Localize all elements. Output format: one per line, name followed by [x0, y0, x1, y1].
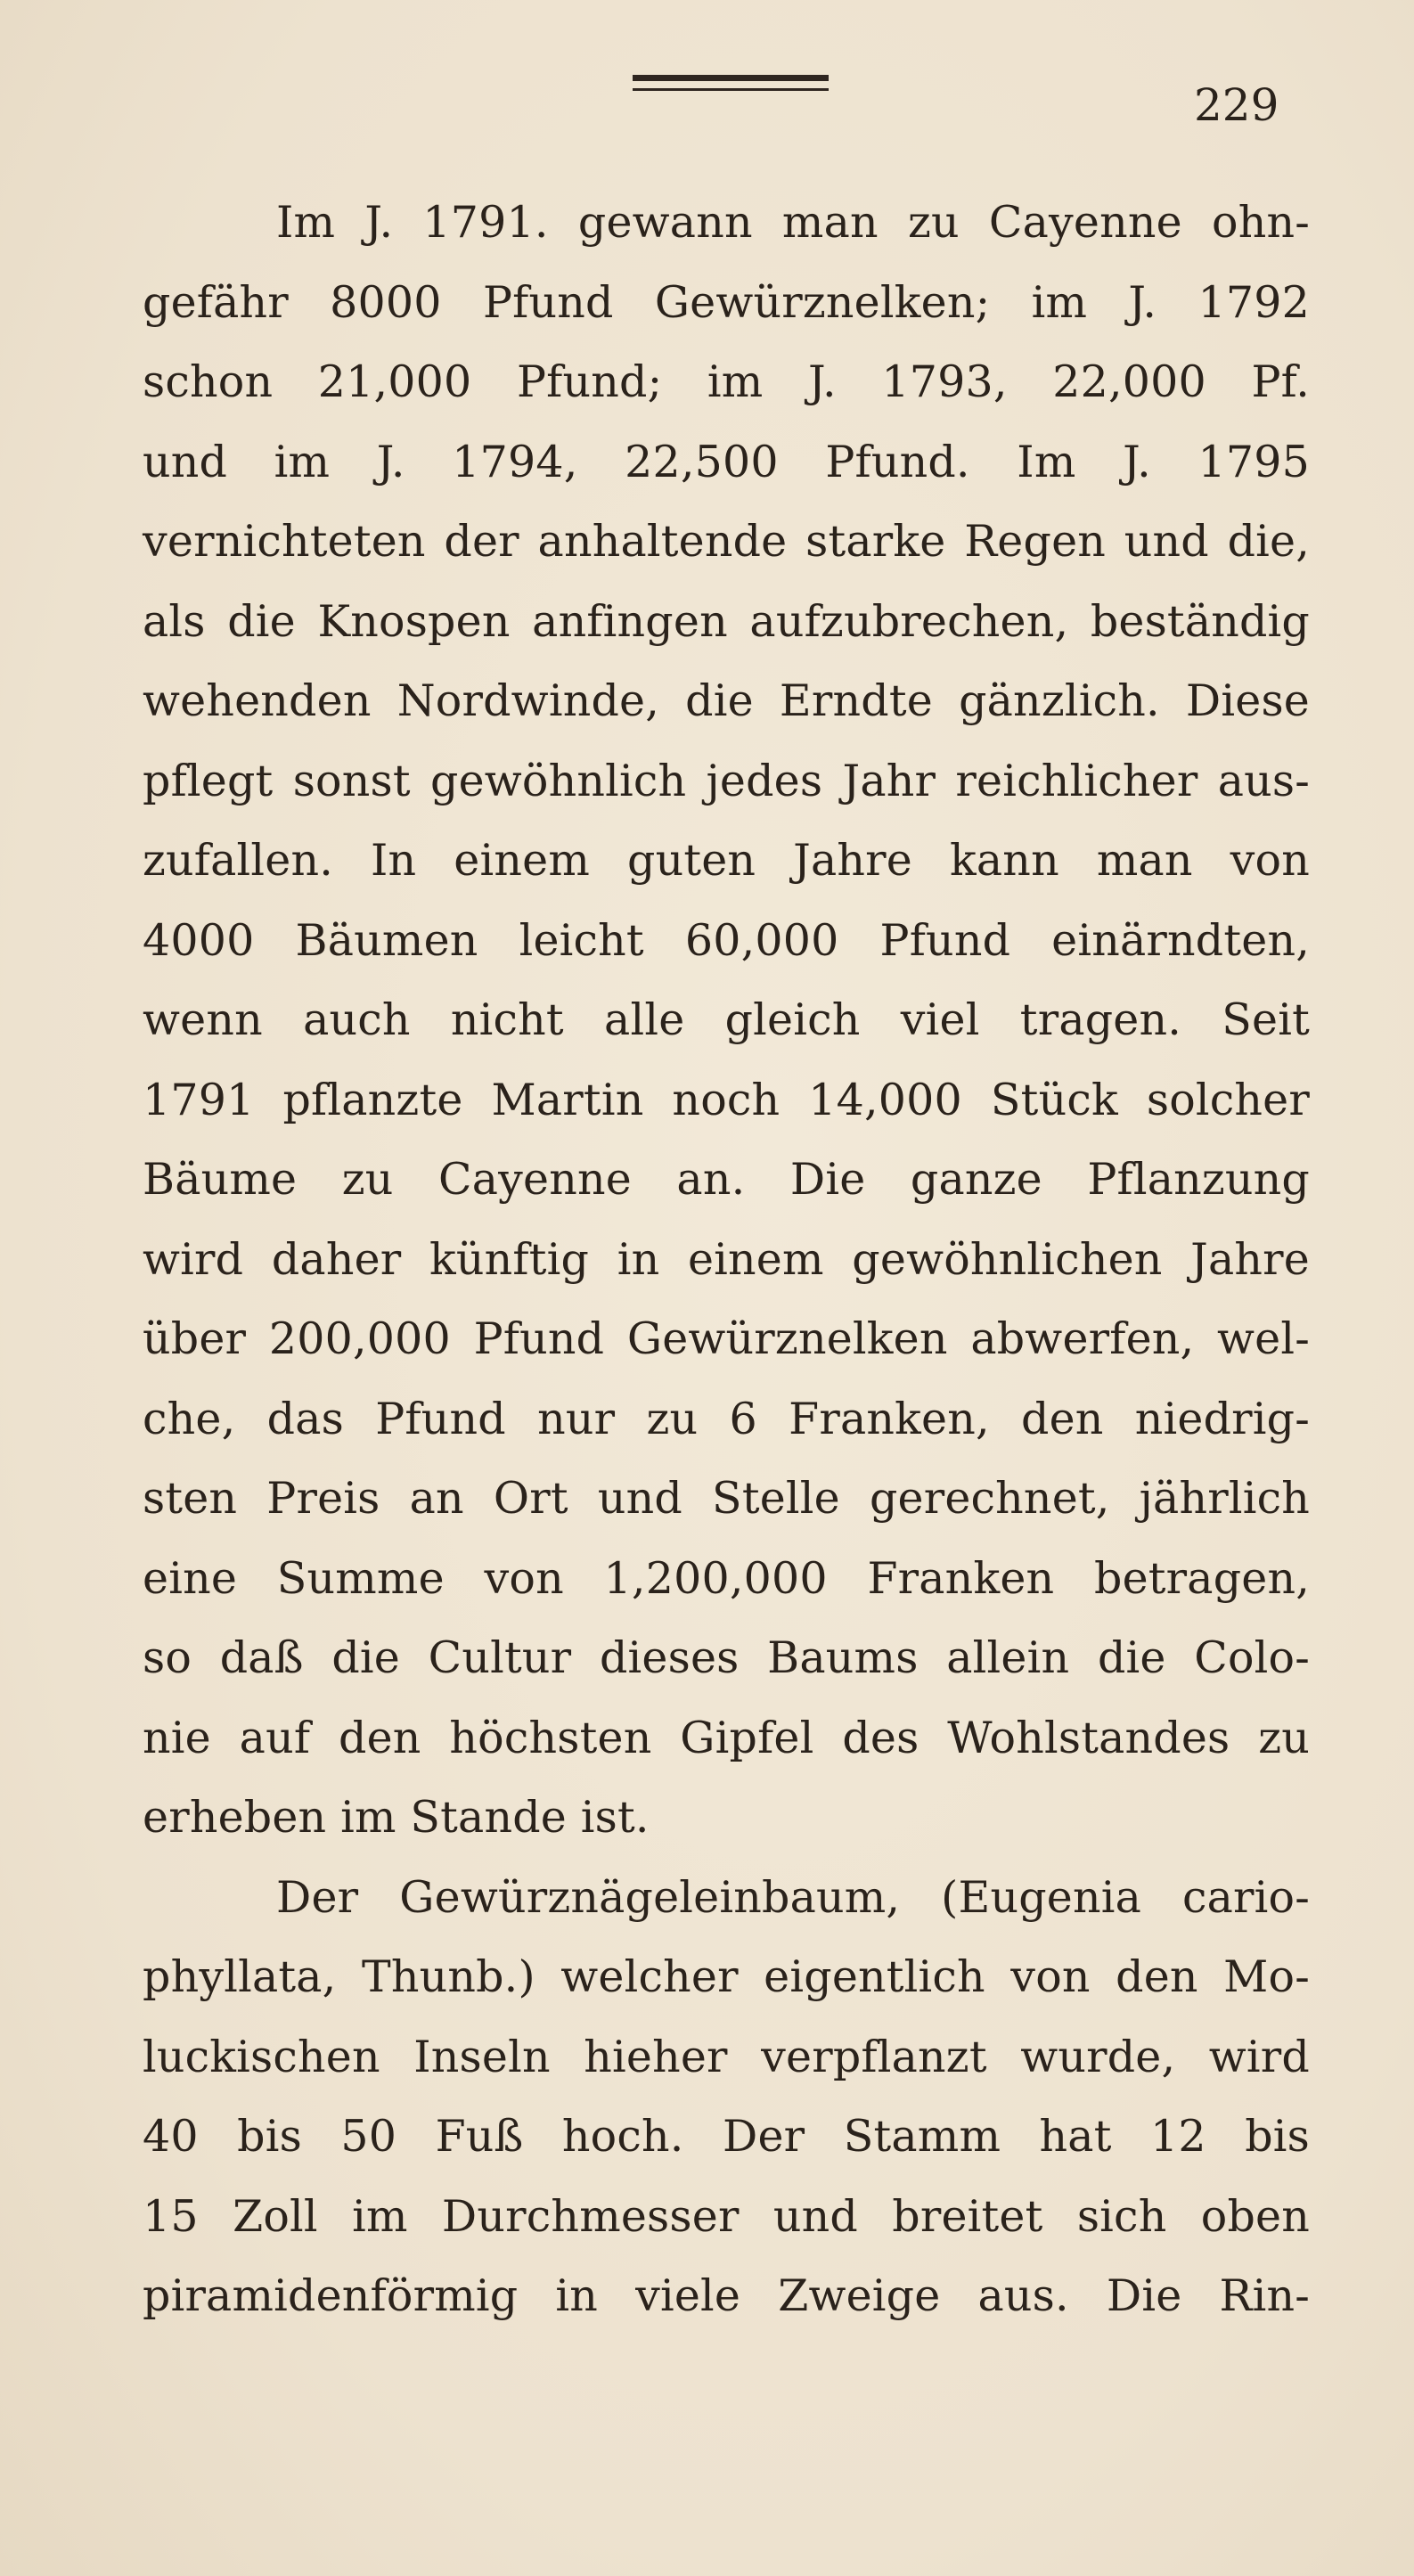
header-rule-thick	[633, 75, 829, 81]
text-line: piramidenförmig in viele Zweige aus. Die Rin-	[143, 2270, 1310, 2321]
header-rule	[633, 75, 829, 98]
text-line: und im J. 1794, 22,500 Pfund. Im J. 1795	[143, 436, 1310, 487]
text-line: Der Gewürznägeleinbaum, (Eugenia cario-	[276, 1871, 1310, 1923]
text-line: schon 21,000 Pfund; im J. 1793, 22,000 Pf.	[143, 356, 1310, 407]
text-line: Im J. 1791. gewann man zu Cayenne ohn-	[276, 197, 1310, 248]
text-line: wird daher künftig in einem gewöhnlichen Jahre	[143, 1233, 1310, 1285]
body-text	[143, 183, 1310, 2336]
text-line: eine Summe von 1,200,000 Franken betragen,	[143, 1552, 1310, 1604]
text-line: pflegt sonst gewöhnlich jedes Jahr reichlicher aus-	[143, 755, 1310, 806]
text-line: zufallen. In einem guten Jahre kann man von	[143, 835, 1310, 886]
text-line: nie auf den höchsten Gipfel des Wohlstandes zu	[143, 1712, 1310, 1763]
text-line: che, das Pfund nur zu 6 Franken, den niedrig-	[143, 1393, 1310, 1444]
text-line: gefähr 8000 Pfund Gewürznelken; im J. 1792	[143, 276, 1310, 328]
header-rule-thin	[633, 88, 829, 91]
text-line: 40 bis 50 Fuß hoch. Der Stamm hat 12 bis	[143, 2111, 1310, 2162]
text-line: Bäume zu Cayenne an. Die ganze Pflanzung	[143, 1154, 1310, 1205]
text-line: vernichteten der anhaltende starke Regen und die,	[143, 516, 1310, 567]
text-line: luckischen Inseln hieher verpflanzt wurde, wird	[143, 2031, 1310, 2082]
text-line: phyllata, Thunb.) welcher eigentlich von den Mo-	[143, 1951, 1310, 2002]
text-line: so daß die Cultur dieses Baums allein die Colo-	[143, 1632, 1310, 1683]
text-line: erheben im Stande ist.	[143, 1792, 650, 1843]
page-number: 229	[1194, 79, 1279, 131]
text-line: sten Preis an Ort und Stelle gerechnet, jährlich	[143, 1473, 1310, 1524]
text-line: 1791 pflanzte Martin noch 14,000 Stück solcher	[143, 1074, 1310, 1125]
text-line: wenn auch nicht alle gleich viel tragen. Seit	[143, 994, 1310, 1045]
text-line: 15 Zoll im Durchmesser und breitet sich oben	[143, 2190, 1310, 2242]
text-line: 4000 Bäumen leicht 60,000 Pfund einärndten,	[143, 914, 1310, 966]
text-line: wehenden Nordwinde, die Erndte gänzlich. Diese	[143, 675, 1310, 726]
text-line: als die Knospen anfingen aufzubrechen, beständig	[143, 595, 1310, 647]
text-line: über 200,000 Pfund Gewürznelken abwerfen, wel-	[143, 1313, 1310, 1364]
